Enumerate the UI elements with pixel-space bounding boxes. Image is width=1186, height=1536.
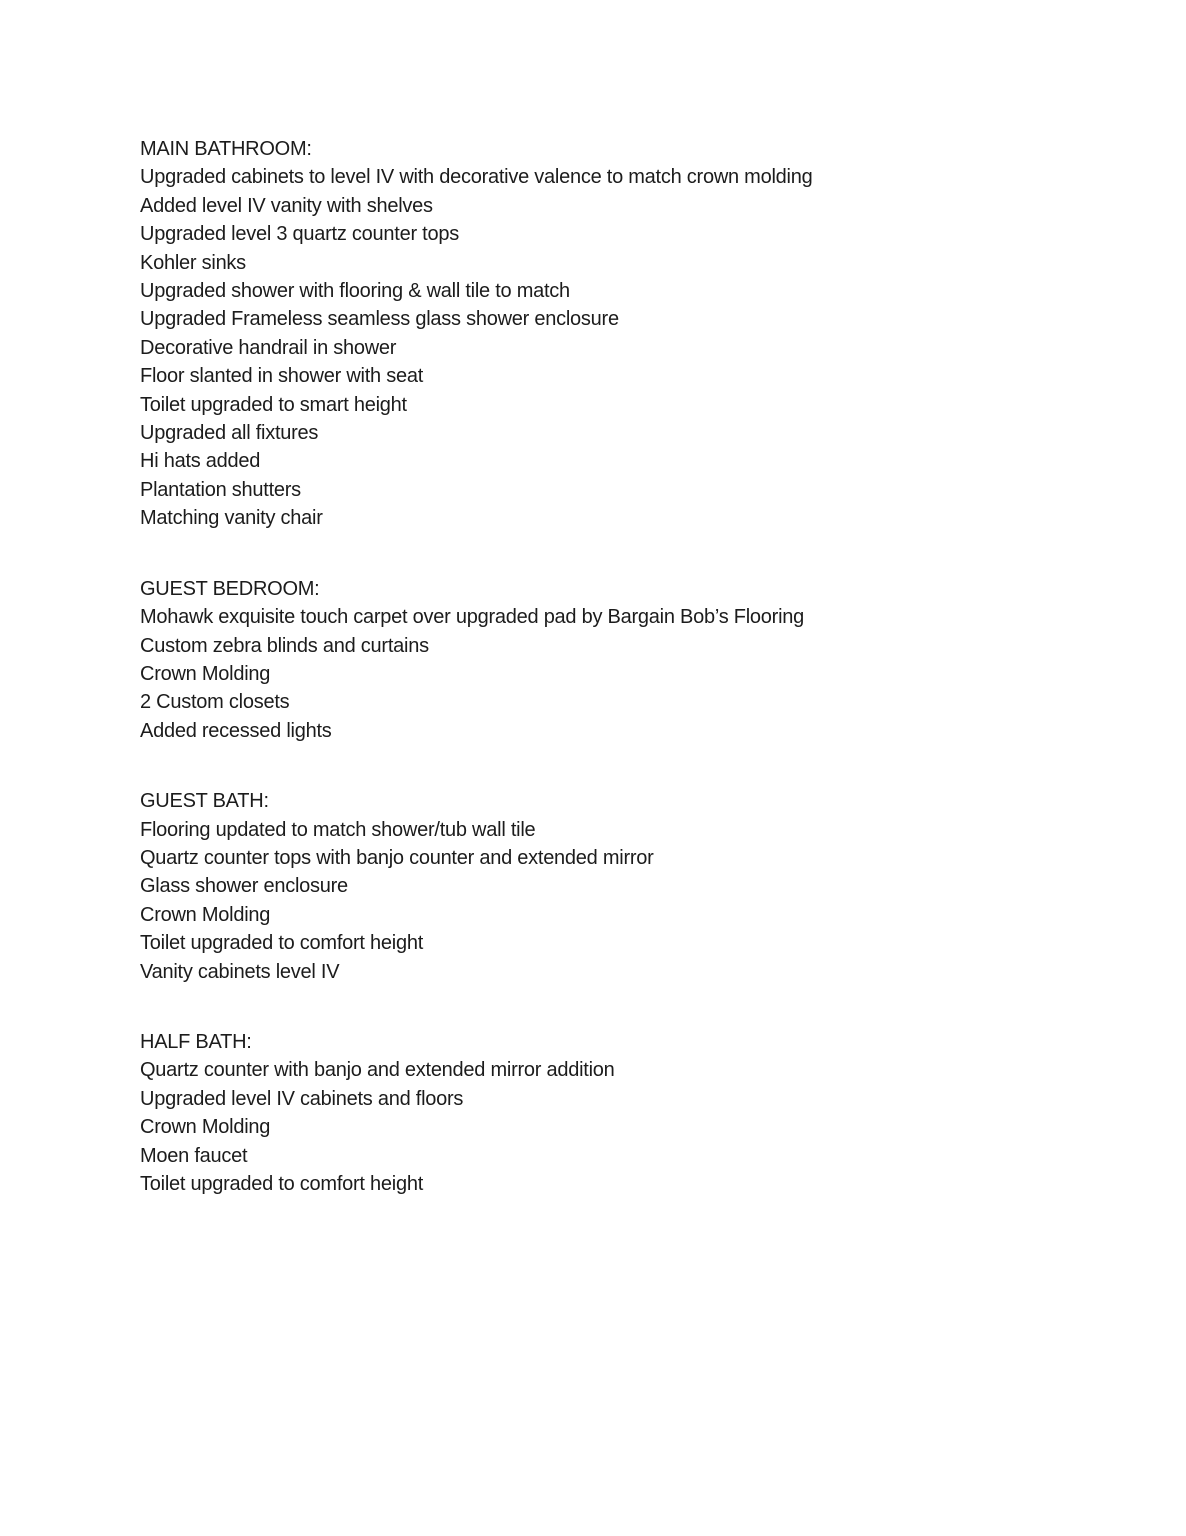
section-heading-guest-bedroom: GUEST BEDROOM: — [140, 577, 320, 600]
document-line: Kohler sinks — [140, 251, 246, 274]
section-guest-bath — [140, 787, 1086, 986]
document-line: Custom zebra blinds and curtains — [140, 634, 429, 657]
document-line: Upgraded level 3 quartz counter tops — [140, 223, 459, 246]
document-line: Upgraded Frameless seamless glass shower enclosure — [140, 308, 619, 331]
document-line: Upgraded level IV cabinets and floors — [140, 1087, 464, 1110]
document-line: Floor slanted in shower with seat — [140, 365, 423, 388]
document-line: 2 Custom closets — [140, 691, 290, 714]
document-line: Crown Molding — [140, 1116, 271, 1139]
section-heading-main-bathroom: MAIN BATHROOM: — [140, 138, 312, 160]
document-line: Upgraded all fixtures — [140, 422, 319, 445]
document-line: Crown Molding — [140, 903, 271, 926]
document-line: Decorative handrail in shower — [140, 336, 397, 359]
document-line: Added level IV vanity with shelves — [140, 194, 433, 217]
document-line: Quartz counter tops with banjo counter and extended mirror — [140, 846, 654, 869]
section-half-bath — [140, 1028, 1086, 1198]
document-body — [140, 135, 1086, 1198]
document-line: Toilet upgraded to comfort height — [140, 1173, 424, 1195]
document-line: Quartz counter with banjo and extended mirror addition — [140, 1059, 615, 1082]
section-guest-bedroom — [140, 575, 1086, 745]
section-main-bathroom — [140, 135, 1086, 533]
document-line: Vanity cabinets level IV — [140, 960, 340, 983]
document-line: Flooring updated to match shower/tub wall tile — [140, 818, 536, 841]
document-line: Toilet upgraded to comfort height — [140, 932, 424, 955]
section-heading-half-bath: HALF BATH: — [140, 1030, 252, 1053]
document-line: Upgraded cabinets to level IV with decorative valence to match crown molding — [140, 166, 813, 189]
document-line: Crown Molding — [140, 662, 271, 685]
document-line: Mohawk exquisite touch carpet over upgraded pad by Bargain Bob’s Flooring — [140, 606, 805, 629]
document-line: Moen faucet — [140, 1144, 248, 1167]
document-line: Hi hats added — [140, 450, 261, 473]
section-heading-guest-bath: GUEST BATH: — [140, 790, 269, 813]
document-line: Upgraded shower with flooring & wall tile to match — [140, 280, 570, 303]
document-line: Added recessed lights — [140, 719, 332, 742]
document-line: Toilet upgraded to smart height — [140, 393, 407, 416]
document-line: Matching vanity chair — [140, 507, 323, 530]
document-line: Plantation shutters — [140, 478, 301, 501]
document-line: Glass shower enclosure — [140, 875, 348, 898]
